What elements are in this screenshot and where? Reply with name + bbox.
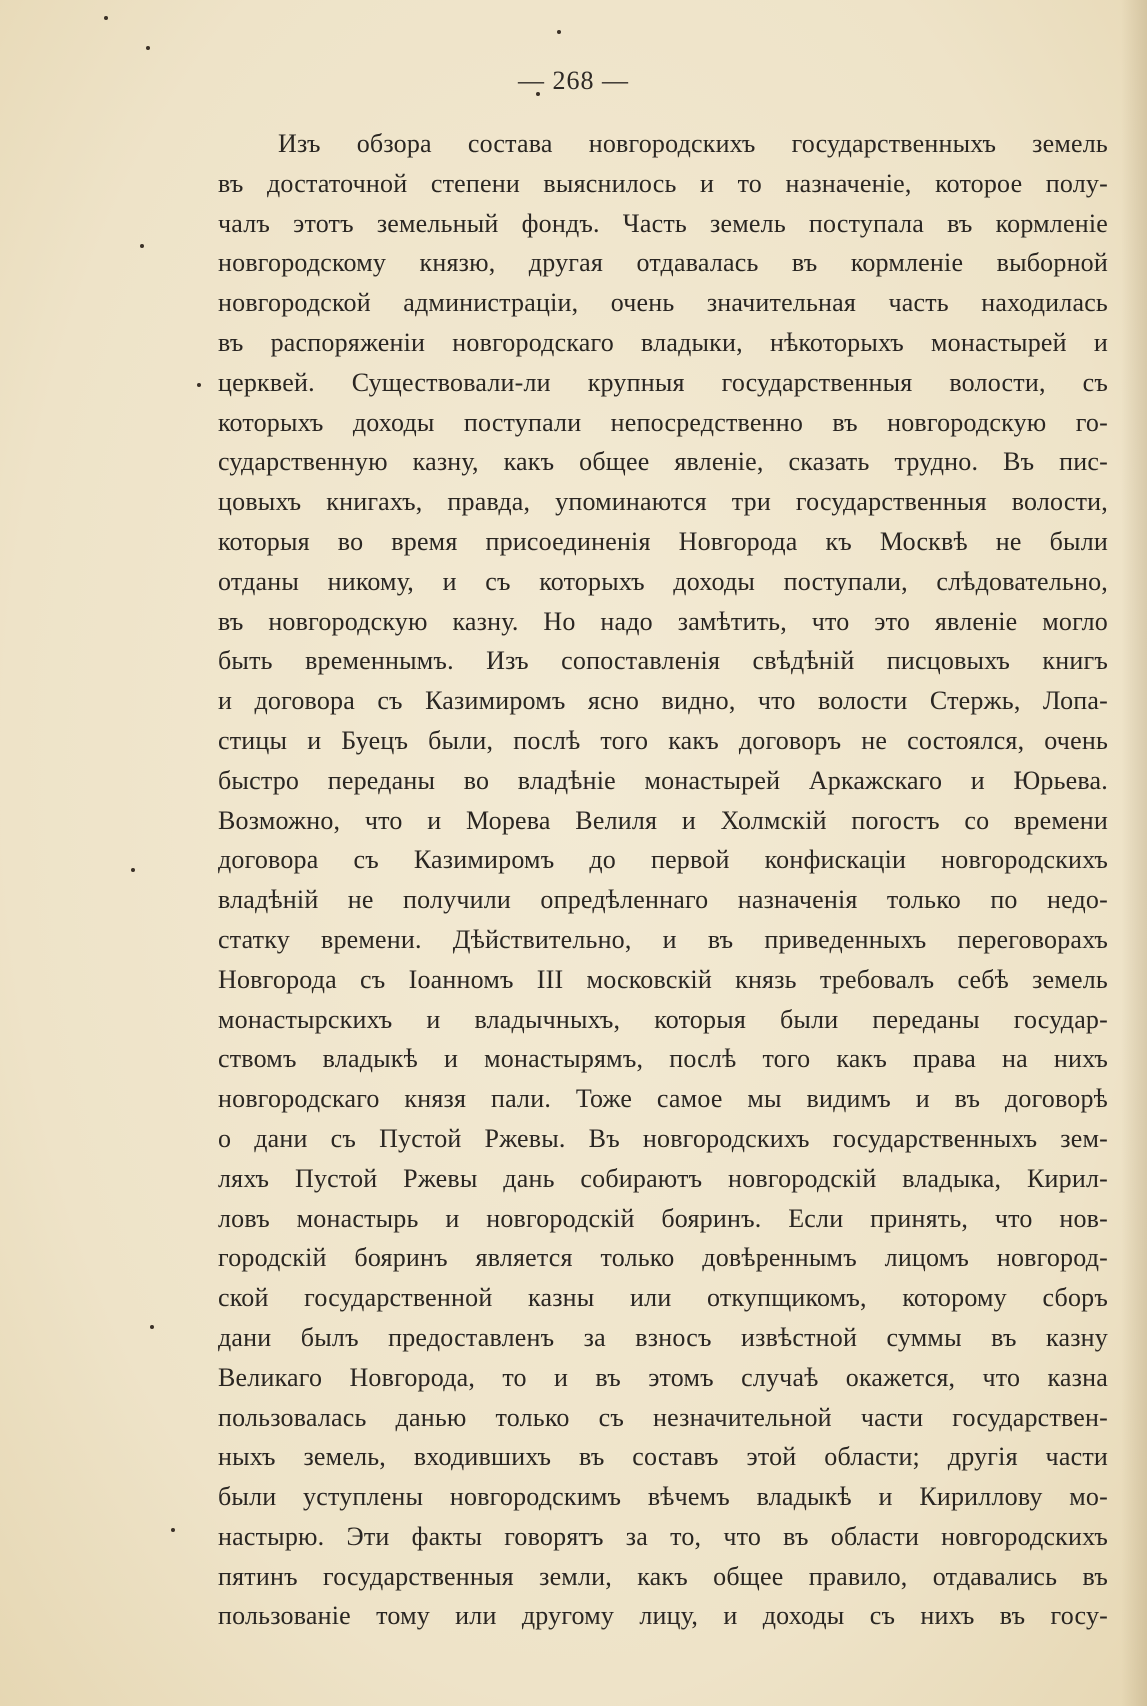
text-line: цовыхъ книгахъ, правда, упоминаются три государственныя волости, (218, 487, 1108, 517)
text-line: быстро переданы во владѣніе монастырей Аркажскаго и Юрьева. (218, 765, 1108, 795)
ink-speck (104, 16, 108, 20)
text-line: церквей. Существовали-ли крупныя государственныя волости, съ (218, 367, 1108, 397)
text-line: сударственную казну, какъ общее явленіе, сказать трудно. Въ пис- (218, 447, 1108, 477)
text-line: пользовалась данью только съ незначительной части государствен- (218, 1402, 1108, 1432)
text-line: новгородской администраціи, очень значительная часть находилась (218, 288, 1108, 318)
text-line: ляхъ Пустой Ржевы дань собираютъ новгородскій владыка, Кирил- (218, 1163, 1108, 1193)
text-line: о дани съ Пустой Ржевы. Въ новгородскихъ государственныхъ зем- (218, 1123, 1108, 1153)
ink-speck (131, 868, 135, 872)
text-line: Новгорода съ Іоанномъ III московскій князь требовалъ себѣ земель (218, 964, 1108, 994)
text-line: договора съ Казимиромъ до первой конфискаціи новгородскихъ (218, 845, 1108, 875)
text-line: ствомъ владыкѣ и монастырямъ, послѣ того какъ права на нихъ (218, 1044, 1108, 1074)
text-line: которыя во время присоединенія Новгорода къ Москвѣ не были (218, 526, 1108, 556)
text-line: новгородскому князю, другая отдавалась въ кормленіе выборной (218, 248, 1108, 278)
ink-speck (557, 30, 561, 34)
text-line: Изъ обзора состава новгородскихъ государственныхъ земель (278, 129, 1108, 158)
text-line: пользованіе тому или другому лицу, и доходы съ нихъ въ госу- (218, 1601, 1108, 1631)
ink-speck (150, 1325, 154, 1329)
text-line: городскій бояринъ является только довѣреннымъ лицомъ новгород- (218, 1243, 1108, 1273)
text-line: Возможно, что и Морева Велиля и Холмскій погостъ со времени (218, 805, 1108, 835)
text-line: пятинъ государственныя земли, какъ общее правило, отдавались въ (218, 1561, 1108, 1591)
text-line: въ новгородскую казну. Но надо замѣтить, что это явленіе могло (218, 606, 1108, 636)
text-line: ской государственной казны или откупщикомъ, которому сборъ (218, 1283, 1108, 1313)
text-line: въ достаточной степени выяснилось и то назначеніе, которое полу- (218, 168, 1108, 198)
text-line: ловъ монастырь и новгородскій бояринъ. Если принять, что нов- (218, 1203, 1108, 1233)
ink-speck (171, 1528, 175, 1532)
text-line: въ распоряженіи новгородскаго владыки, нѣкоторыхъ монастырей и (218, 327, 1108, 357)
ink-speck (197, 383, 201, 387)
text-line: и договора съ Казимиромъ ясно видно, что волости Стержь, Лопа- (218, 686, 1108, 716)
text-line: быть временнымъ. Изъ сопоставленія свѣдѣній писцовыхъ книгъ (218, 646, 1108, 676)
page-edge-shadow (1121, 0, 1147, 1706)
text-line: статку времени. Дѣйствительно, и въ приведенныхъ переговорахъ (218, 924, 1108, 954)
body-text (218, 124, 1108, 1636)
text-line: которыхъ доходы поступали непосредственно въ новгородскую го- (218, 407, 1108, 437)
text-line: новгородскаго князя пали. Тоже самое мы видимъ и въ договорѣ (218, 1084, 1108, 1114)
text-line: настырю. Эти факты говорятъ за то, что въ области новгородскихъ (218, 1521, 1108, 1551)
text-line: ныхъ земель, входившихъ въ составъ этой области; другія части (218, 1442, 1108, 1472)
text-line: были уступлены новгородскимъ вѣчемъ владыкѣ и Кириллову мо- (218, 1482, 1108, 1512)
page-number: — 268 — (518, 66, 629, 95)
text-line: монастырскихъ и владычныхъ, которыя были переданы государ- (218, 1004, 1108, 1034)
text-line: владѣній не получили опредѣленнаго назначенія только по недо- (218, 885, 1108, 915)
text-line: дани былъ предоставленъ за взносъ извѣстной суммы въ казну (218, 1322, 1108, 1352)
text-line: отданы никому, и съ которыхъ доходы поступали, слѣдовательно, (218, 566, 1108, 596)
text-line: чалъ этотъ земельный фондъ. Часть земель поступала въ кормленіе (218, 208, 1108, 238)
ink-speck (140, 244, 144, 248)
ink-speck (146, 46, 150, 50)
text-line: стицы и Буецъ были, послѣ того какъ договоръ не состоялся, очень (218, 725, 1108, 755)
text-line: Великаго Новгорода, то и въ этомъ случаѣ окажется, что казна (218, 1362, 1108, 1392)
